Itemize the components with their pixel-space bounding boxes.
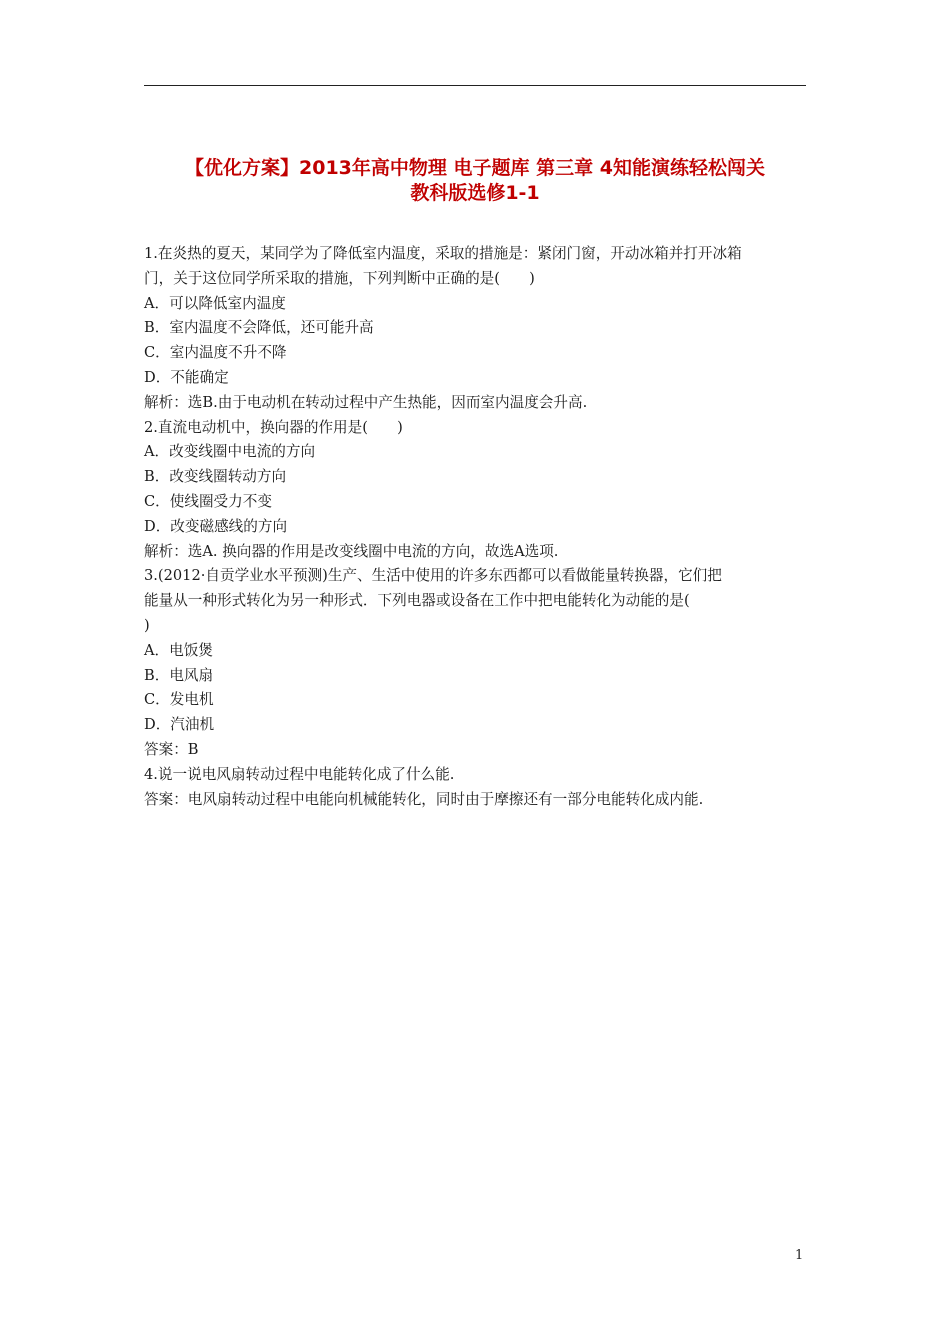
question-2-answer: 解析：选A. 换向器的作用是改变线圈中电流的方向，故选A选项.: [144, 542, 559, 560]
question-1-option-b: B．室内温度不会降低，还可能升高: [144, 319, 374, 337]
question-3-option-b: B．电风扇: [144, 666, 214, 684]
question-4-answer: 答案：电风扇转动过程中电能向机械能转化，同时由于摩擦还有一部分电能转化成内能.: [144, 790, 704, 808]
question-3-option-a: A．电饭煲: [144, 641, 213, 659]
question-3-answer: 答案：B: [144, 740, 199, 758]
question-1-option-a: A．可以降低室内温度: [144, 294, 286, 312]
question-2-option-a: A．改变线圈中电流的方向: [144, 443, 316, 461]
question-3-option-d: D．汽油机: [144, 716, 215, 734]
question-4-stem: 4.说一说电风扇转动过程中电能转化成了什么能.: [144, 765, 455, 783]
question-3-option-c: C．发电机: [144, 691, 214, 709]
question-3-stem-line-1: 3.(2012·自贡学业水平预测)生产、生活中使用的许多东西都可以看做能量转换器，它们把: [144, 567, 722, 585]
question-1-stem-line-2: 门，关于这位同学所采取的措施，下列判断中正确的是( ): [144, 269, 535, 287]
title-line-1: 【优化方案】2013年高中物理 电子题库 第三章 4知能演练轻松闯关: [185, 157, 765, 179]
question-3-stem-line-2: 能量从一种形式转化为另一种形式．下列电器或设备在工作中把电能转化为动能的是(: [144, 592, 690, 610]
page-number: 1: [795, 1248, 804, 1263]
question-1-answer: 解析：选B.由于电动机在转动过程中产生热能，因而室内温度会升高.: [144, 393, 588, 411]
question-1-option-d: D．不能确定: [144, 368, 229, 386]
title-line-2: 教科版选修1-1: [410, 182, 540, 204]
question-1-option-c: C．室内温度不升不降: [144, 344, 287, 362]
document-title: [144, 156, 806, 206]
question-2-option-b: B．改变线圈转动方向: [144, 468, 287, 486]
question-3-stem-line-3: ): [144, 616, 150, 634]
document-body: [144, 242, 808, 812]
header-rule: [144, 85, 806, 86]
question-1-stem-line-1: 1.在炎热的夏天，某同学为了降低室内温度，采取的措施是：紧闭门窗，开动冰箱并打开冰箱: [144, 245, 742, 262]
question-2-option-c: C．使线圈受力不变: [144, 492, 272, 510]
question-2-stem: 2.直流电动机中，换向器的作用是( ): [144, 418, 403, 436]
question-2-option-d: D．改变磁感线的方向: [144, 517, 288, 535]
